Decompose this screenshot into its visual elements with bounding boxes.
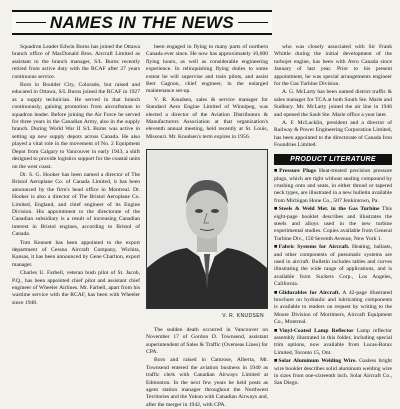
news-item-paragraph: Tom Kennett has been appointed to the export department of Cessna Aircraft Company, Wichita, Kansas, it has been announced by Gene Charlton, export manager. xyxy=(12,239,140,268)
product-item-text: Gasless bright wire booklet describes solid aluminum welding wire in sizes from one-sixteenth inch. Solar Aircraft Co., San Diego. xyxy=(274,358,392,387)
news-item-paragraph: Charles U. Farbell, veteran bush pilot of St. Jacob, P.Q., has been appointed chief pilot and assistant chief engineer of Wheeler Airlines. Mr. Farbell, apart from his wartime service with the RCAF, has been with Wheeler since 1948. xyxy=(12,270,140,306)
product-item-text: Heat-treated precision pressure plugs, which are tight without sealing compound by crushing onto and seats, in either thread or tapered neck types, are illustrated in a new bulletin available from Michigan Hone Co., 507 Jenkintown, Pa. xyxy=(274,168,392,204)
news-item-paragraph: A. G. McLarty has been named district traffic & sales manager for TCA at both South Ste. Marie and Sudbury. Mr. McLarty joined the air line in 1946 and opened the Sault Ste. Marie office a year later. xyxy=(274,89,392,118)
news-item-paragraph: who was closely associated with Sir Frank Whittle during the initial development of the turbojet engine, has been with Avro Canada since January of last year. Prior to his present appointment, he was special arrangements engineer for the Gas Turbine Division. xyxy=(274,44,392,88)
product-literature-item: ■Glidurables for Aircraft. A 42-page illustrated brochure on hydraulic and lubricating components is available to readers on request by writing to the Moore Division of Mortimers, Aircraft Equipment Co., Montreal. xyxy=(274,289,392,326)
header-rule-right xyxy=(238,22,268,23)
product-item-label: Vinyl-Coated Lamp Reflector xyxy=(279,327,354,334)
column-2 xyxy=(146,44,268,408)
product-item-text: This eight-page booklet describes and illustrates the steels and alloys used in the new turbine experimental studies. Copies available from General Turbine Div., 150 Seventh Avenue, New York 1. xyxy=(274,206,392,242)
column-1 xyxy=(12,44,140,396)
news-item-paragraph: A. F. McLacklin, president and a director of Railway & Power Engineering Corporation Limited, has been appointed to the directorate of Canada Iron Foundries Limited. xyxy=(274,120,392,149)
news-item-paragraph: The sudden death occurred in Vancouver on November 17 of Gordon D. Townsend, assistant superintendent of Sales & Traffic (Overseas Lines) for CPA. xyxy=(146,326,268,355)
news-item-paragraph: Squadron Leader Edwin Burns has joined the Ottawa branch office of MacDonald Bros. Aircraft Limited as assistant to the branch manager, S/L Burns recently retired from active duty with the RCAF after 27 years continuous service. xyxy=(12,44,140,80)
product-item-label: Steels & Weld Met. in the Gas Turbine xyxy=(278,206,380,213)
product-item-label: Solar Aluminum Welding Wire. xyxy=(278,358,357,365)
news-item-paragraph: been engaged in flying to many parts of northern Canada ever since. He now has approximately 10,000 flying hours, as well as considerable engineering experience. In relinquishing flying duties to some extent he will supervise and train pilots, and assist Bert Gagnon, chief engineer, in the enlarged maintenance set-up. xyxy=(146,44,268,95)
portrait-photo xyxy=(146,149,268,309)
product-item-label: Glidurables for Aircraft. xyxy=(278,289,341,296)
product-literature-item: ■Solar Aluminum Welding Wire. Gasless bright wire booklet describes solid aluminum welding wire in sizes from one-sixteenth inch. Solar Aircraft Co., San Diego. xyxy=(274,358,392,387)
news-item-paragraph: V. R. Knudsen, sales & service manager for Standard Aero Engine Limited of Winnipeg, was elected a director of the Aviation Distributors & Manufacturers Association at that organization's eleventh annual meeting, held recently at St. Louis, Missouri. Mr. Knudsen's term expires in 1956. xyxy=(146,96,268,140)
product-item-text: Lamp reflector assembly illustrated in this folder, including special trim options, now available from Lucas-Rotax Limited, Toronto 15, Ont. xyxy=(274,327,392,356)
product-literature-heading: PRODUCT LITERATURE xyxy=(274,154,392,165)
product-literature-item: ■Fabric Systems for Aircraft. Heating, ballasts, and other components of pneumatic systems are used in aircraft. Bulletin includes tables and curves illustrating the wide range of applications, and is available from Suckers Corp., Los Angeles, California. xyxy=(274,244,392,288)
section-header xyxy=(12,10,272,35)
product-literature-item: ■Pressure Plugs Heat-treated precision pressure plugs, which are tight without sealing compound by crushing onto and seats, in either thread or tapered neck types, are illustrated in a new bulletin available from Michigan Hone Co., 507 Jenkintown, Pa. xyxy=(274,168,392,204)
product-item-text: A 42-page illustrated brochure on hydraulic and lubricating components is available to readers on request by writing to the Moore Division of Mortimers, Aircraft Equipment Co., Montreal. xyxy=(274,289,392,326)
news-item-paragraph: Born and raised in Camrose, Alberta, Mr. Townsend entered the aviation business in 1940 as traffic clerk with Canadian Airways Limited at Edmonton. In the next few years he held posts as agent station manager throughout the Northwest Territories and the Yukon with Canadian Airways and, after the merger in 1942, with CPA. xyxy=(146,357,268,408)
product-literature-item: ■Vinyl-Coated Lamp Reflector Lamp reflector assembly illustrated in this folder, including special trim options, now available from Lucas-Rotax Limited, Toronto 15, Ont. xyxy=(274,327,392,356)
product-item-text: Heating, ballasts, and other components of pneumatic systems are used in aircraft. Bulletin includes tables and curves illustrating the wide range of applications, and is available from Suckers Corp., Los Angeles, California. xyxy=(274,244,392,288)
section-title: NAMES IN THE NEWS xyxy=(49,12,235,32)
product-literature-item: ■Steels & Weld Met. in the Gas Turbine This eight-page booklet describes and illustrates the steels and alloys used in the new turbine experimental studies. Copies available from General Turbine Div., 150 Seventh Avenue, New York 1. xyxy=(274,206,392,242)
product-item-label: Fabric Systems for Aircraft. xyxy=(278,244,350,251)
header-rule-left xyxy=(16,22,46,23)
photo-caption: V. R. KNUDSEN xyxy=(222,313,264,320)
column-3 xyxy=(274,44,392,396)
product-item-label: Pressure Plugs xyxy=(279,168,316,175)
news-item-paragraph: Dr. S. G. Hooker has been named a director of The Bristol Aeroplane Co. of Canada Limited, it has been announced by the firm's head office in Montreal. Dr. Hooker is also a director of The Bristol Aeroplane Co. Limited, England, and chief engineer of its Engine Division. His appointment to the directorate of the Canadian subsidiary is a result of increasing Canadian interest in Bristol engines, according to Bristol of Canada. xyxy=(12,171,140,238)
portrait-image xyxy=(147,150,267,308)
news-item-paragraph: Born in Boulder City, Colorado, but raised and educated in Ottawa, S/L Burns joined the RCAF in 1927 as a supply technician. He served in that branch continuously, gaining promotion from aircraftsman to squadron leader. Before joining the Air Force he served for three years in the Canadian Army, also in the supply branch. During World War II S/L Burns was active in setting up new supply depots across Canada. He also played a vital role in the movement of No. 2 Equipment Depot from Calgary to Vancouver in early 1943, a shift designed to provide logistics support for the coastal units on the west coast. xyxy=(12,82,140,170)
